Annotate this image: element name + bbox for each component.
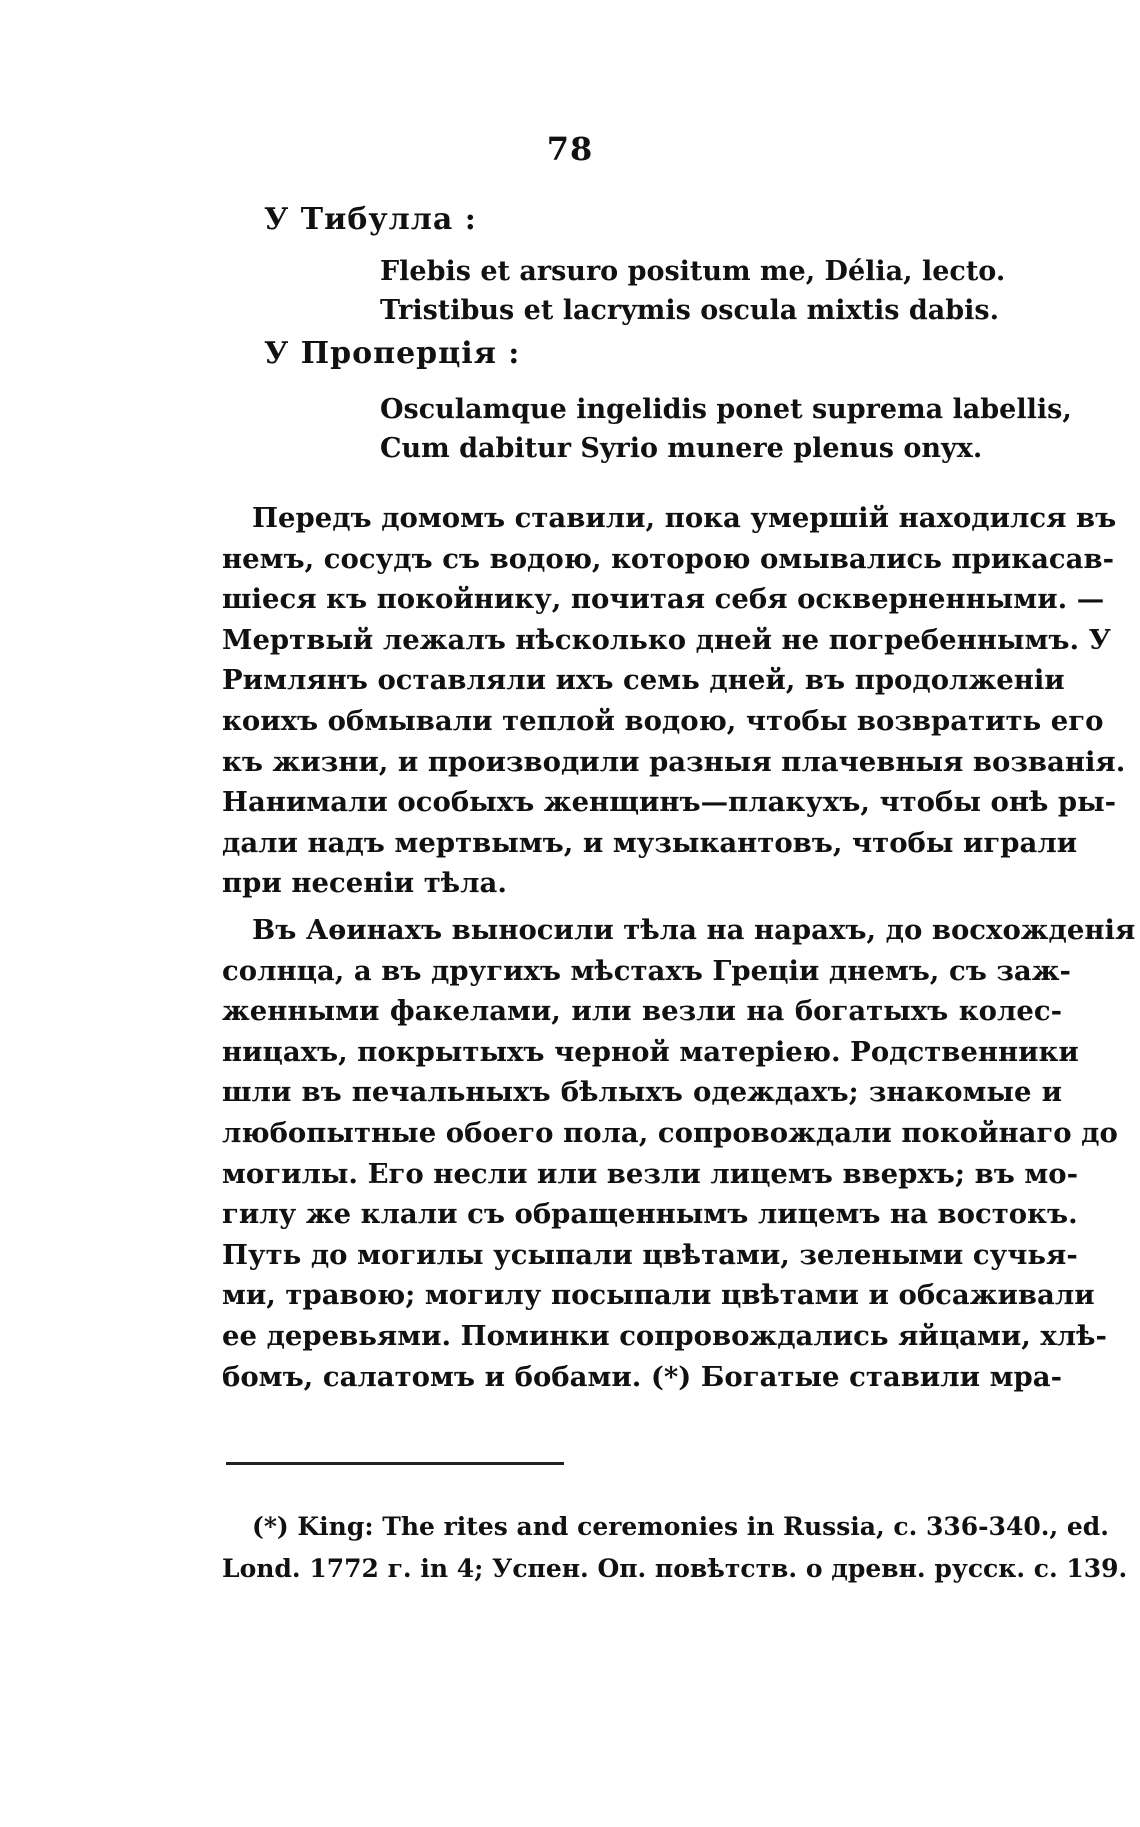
- text-line: солнца, а въ другихъ мѣстахъ Греціи днемъ, съ заж-: [222, 954, 1071, 987]
- tibullus-label: У Тибулла :: [264, 202, 477, 237]
- text-line: шли въ печальныхъ бѣлыхъ одеждахъ; знакомые и: [222, 1076, 1062, 1109]
- text-line: могилы. Его несли или везли лицемъ вверхъ; въ мо-: [222, 1157, 1079, 1190]
- text-line: гилу же клали съ обращеннымъ лицемъ на востокъ.: [222, 1198, 1078, 1231]
- verse-line: Flebis et arsuro positum me, Délia, lecto.: [380, 256, 1006, 287]
- text-line: при несеніи тѣла.: [222, 867, 507, 900]
- text-line: любопытные обоего пола, сопровождали покойнаго до: [222, 1116, 1118, 1149]
- text-line: ее деревьями. Поминки сопровождались яйцами, хлѣ-: [222, 1319, 1107, 1352]
- footnote-line: Lond. 1772 г. in 4; Успен. Оп. повѣтств. о древн. русск. с. 139.: [222, 1554, 1128, 1583]
- text-line: коихъ обмывали теплой водою, чтобы возвратить его: [222, 704, 1104, 737]
- tibullus-verse: [380, 252, 1005, 330]
- text-line: Путь до могилы усыпали цвѣтами, зелеными сучья-: [222, 1238, 1078, 1271]
- text-line: ми, травою; могилу посыпали цвѣтами и обсаживали: [222, 1279, 1095, 1312]
- text-line: Мертвый лежалъ нѣсколько дней не погребеннымъ. У: [222, 623, 1111, 656]
- text-line: дали надъ мертвымъ, и музыкантовъ, чтобы играли: [222, 826, 1078, 859]
- footnote-line: (*) King: The rites and ceremonies in Russia, c. 336-340., ed.: [252, 1512, 1109, 1541]
- text-line: немъ, сосудъ съ водою, которою омывались прикасав-: [222, 542, 1115, 575]
- verse-line: Osculamque ingelidis ponet suprema labellis,: [380, 394, 1072, 425]
- verse-line: Tristibus et lacrymis oscula mixtis dabis.: [380, 295, 1000, 326]
- text-line: ницахъ, покрытыхъ черной матеріею. Родственники: [222, 1035, 1079, 1068]
- text-line: къ жизни, и производили разныя плачевныя возванія.: [222, 745, 1126, 778]
- footnote-separator: [226, 1462, 564, 1465]
- text-line: шіеся къ покойнику, почитая себя оскверненными. —: [222, 583, 1105, 616]
- propertius-label: У Проперція :: [264, 336, 521, 371]
- text-line: Римлянъ оставляли ихъ семь дней, въ продолженіи: [222, 664, 1065, 697]
- text-line: бомъ, салатомъ и бобами. (*) Богатые ставили мра-: [222, 1360, 1062, 1393]
- verse-line: Cum dabitur Syrio munere plenus onyx.: [380, 433, 983, 464]
- paragraph-funeral-customs: [222, 498, 1126, 904]
- text-line: Въ Аѳинахъ выносили тѣла на нарахъ, до восхожденія: [252, 914, 1136, 946]
- text-line: Передъ домомъ ставили, пока умершій находился въ: [252, 502, 1117, 534]
- footnote: [222, 1506, 1128, 1590]
- page-number: 78: [546, 130, 594, 168]
- propertius-verse: [380, 390, 1072, 468]
- text-line: Нанимали особыхъ женщинъ—плакухъ, чтобы онѣ ры-: [222, 786, 1117, 819]
- paragraph-athens-burial: [222, 910, 1136, 1397]
- text-line: женными факелами, или везли на богатыхъ колес-: [222, 995, 1062, 1028]
